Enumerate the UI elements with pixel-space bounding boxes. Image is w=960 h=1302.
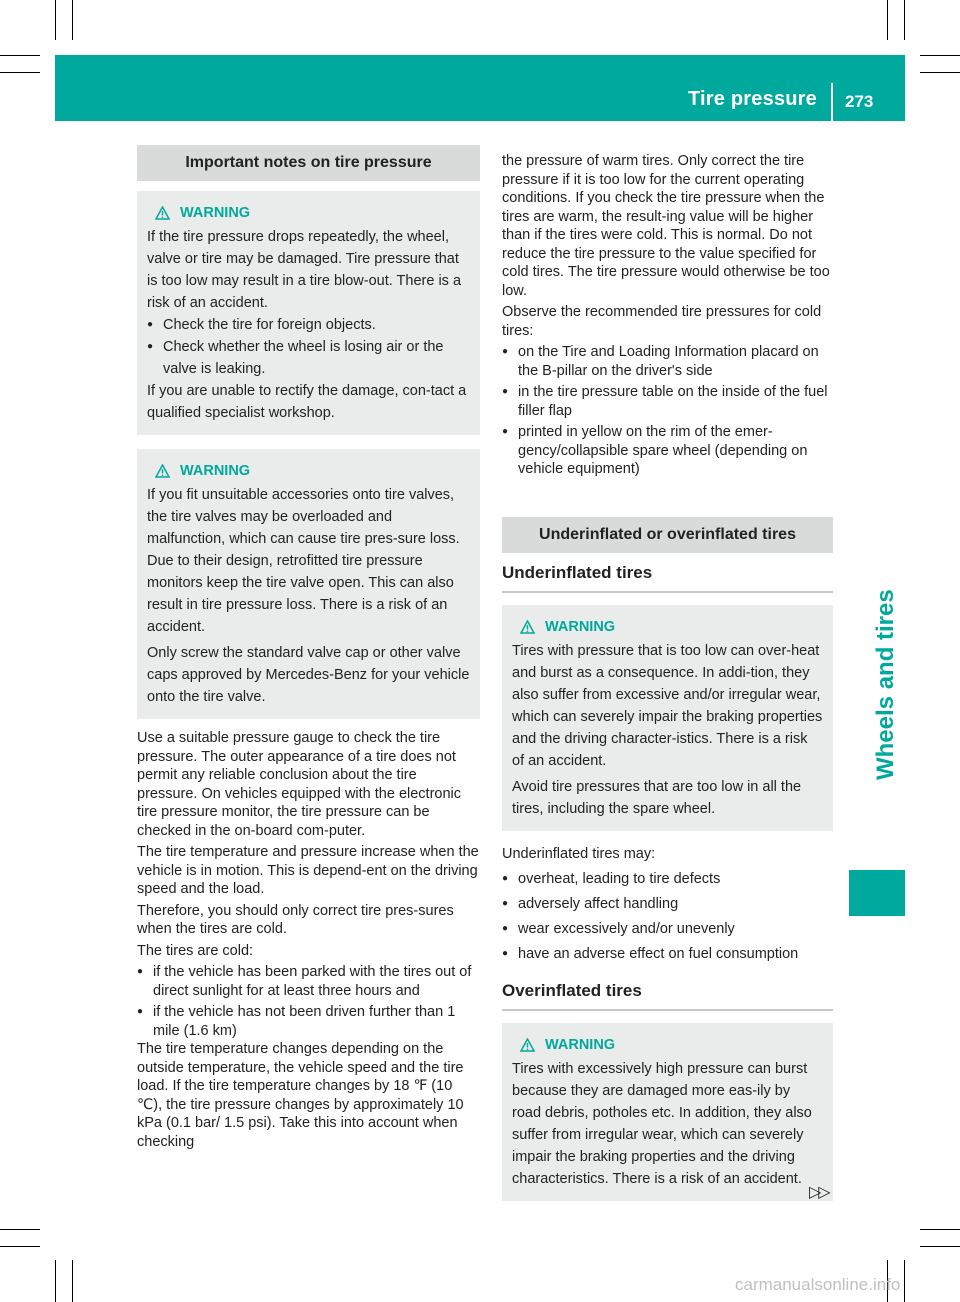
crop-mark xyxy=(904,0,905,40)
watermark: carmanualsonline.info xyxy=(735,1275,901,1294)
crop-mark xyxy=(904,1260,905,1302)
warning-triangle-icon xyxy=(520,620,535,634)
list-item: ● Check the tire for foreign objects. xyxy=(147,314,470,336)
body-text xyxy=(502,843,833,965)
warning-label: WARNING xyxy=(545,618,616,635)
warning-text: Tires with excessively high pressure can burst because they are damaged more eas-ily by road debris, potholes etc. In addition, they also suffer from irregular wear, which can severely impair the braking properties and the driving characteristics. There is a risk of an accident. xyxy=(512,1060,812,1187)
page-number: 273 xyxy=(845,92,874,111)
list-item: ● in the tire pressure table on the inside of the fuel filler flap xyxy=(502,383,833,420)
crop-mark xyxy=(0,1246,40,1247)
warning-text: If the tire pressure drops repeatedly, the wheel, valve or tire may be damaged. Tire pressure that is too low may result in a tire blow-out. There is a risk of an accident. xyxy=(147,229,462,311)
list-item: ● have an adverse effect on fuel consumption xyxy=(502,943,833,965)
warning-box xyxy=(137,449,480,719)
body-text xyxy=(502,152,833,479)
crop-mark xyxy=(0,72,40,73)
paragraph: The tire temperature changes depending on the outside temperature, the vehicle speed and the tire load. If the tire temperature changes by 18 ℉ (10 ℃), the tire pressure changes by approximately 10 kPa (0.1 bar/ 1.5 psi). Take this into account when checking xyxy=(137,1041,464,1150)
warning-box xyxy=(137,191,480,435)
warning-text: Only screw the standard valve cap or other valve caps approved by Mercedes-Benz for your vehicle onto the tire valve. xyxy=(147,645,470,705)
crop-mark xyxy=(55,0,56,40)
subsection-title: Underinflated tires xyxy=(502,563,833,593)
warning-label: WARNING xyxy=(180,205,251,221)
chapter-tab-marker xyxy=(849,870,905,916)
warning-label: WARNING xyxy=(545,1036,616,1053)
list-item: ● wear excessively and/or unevenly xyxy=(502,918,833,940)
warning-triangle-icon xyxy=(520,1038,535,1052)
list-item: ● adversely affect handling xyxy=(502,893,833,915)
header-divider xyxy=(831,83,833,121)
warning-triangle-icon xyxy=(155,206,170,220)
warning-header xyxy=(512,1034,823,1056)
warning-text: If you are unable to rectify the damage, con-tact a qualified specialist workshop. xyxy=(147,383,467,421)
body-text xyxy=(137,729,480,1151)
warning-label: WARNING xyxy=(180,463,251,479)
left-column xyxy=(137,145,480,1151)
warning-header xyxy=(512,616,823,638)
paragraph: Observe the recommended tire pressures for cold tires: xyxy=(502,304,822,339)
crop-mark xyxy=(72,0,73,40)
paragraph: Therefore, you should only correct tire pres-sures when the tires are cold. xyxy=(137,902,454,937)
paragraph: Use a suitable pressure gauge to check the tire pressure. The outer appearance of a tire does not permit any reliable conclusion about the tire pressure. On vehicles equipped with the electronic tire pressure monitor, the tire pressure can be checked in the on-board com-puter. xyxy=(137,730,462,839)
section-title: Underinflated or overinflated tires xyxy=(502,517,833,553)
warning-box xyxy=(502,1023,833,1201)
subsection-title: Overinflated tires xyxy=(502,981,833,1011)
page-title: Tire pressure xyxy=(688,88,817,110)
list-item: ● if the vehicle has not been driven further than 1 mile (1.6 km) xyxy=(137,1003,480,1040)
warning-box xyxy=(502,605,833,831)
crop-mark xyxy=(72,1260,73,1302)
warning-text: Avoid tire pressures that are too low in all the tires, including the spare wheel. xyxy=(512,778,802,817)
warning-text: If you fit unsuitable accessories onto tire valves, the tire valves may be overloaded and malfunction, which can cause tire pres-sure loss. Due to their design, retrofitted tire pressure monitors keep the tire valve open. This can also result in tire pressure loss. There is a risk of an accident. xyxy=(147,487,460,635)
crop-mark xyxy=(920,55,960,56)
crop-mark xyxy=(0,1229,40,1230)
crop-mark xyxy=(887,0,888,40)
paragraph: The tires are cold: xyxy=(137,942,254,959)
paragraph: the pressure of warm tires. Only correct the tire pressure if it is too low for the current operating conditions. If you check the tire pressure when the tires are warm, the result-ing value will be higher than if the tires were cold. This is normal. Do not reduce the tire pressure to the value specified for cold tires. The tire pressure would otherwise be too low. xyxy=(502,153,830,299)
crop-mark xyxy=(920,1246,960,1247)
list-item: ● on the Tire and Loading Information placard on the B-pillar on the driver's side xyxy=(502,343,833,380)
warning-triangle-icon xyxy=(155,464,170,478)
list-item: ● Check whether the wheel is losing air or the valve is leaking. xyxy=(147,336,470,380)
crop-mark xyxy=(55,1260,56,1302)
paragraph: Underinflated tires may: xyxy=(502,845,656,862)
warning-header xyxy=(147,460,470,482)
crop-mark xyxy=(920,1229,960,1230)
continued-arrow-icon: ▷▷ xyxy=(809,1184,828,1201)
chapter-tab-label: Wheels and tires xyxy=(872,589,899,780)
warning-text: Tires with pressure that is too low can over-heat and burst as a consequence. In addi-tion, they also suffer from excessive and/or irregular wear, which can severely impair the braking properties and the driving character-istics. There is a risk of an accident. xyxy=(512,642,823,769)
warning-header xyxy=(147,202,470,224)
list-item: ● printed in yellow on the rim of the emer-gency/collapsible spare wheel (depending on vehicle equipment) xyxy=(502,423,833,479)
paragraph: The tire temperature and pressure increase when the vehicle is in motion. This is depend-ent on the driving speed and the load. xyxy=(137,844,479,897)
right-column xyxy=(502,152,833,1201)
section-title: Important notes on tire pressure xyxy=(137,145,480,181)
list-item: ● overheat, leading to tire defects xyxy=(502,868,833,890)
crop-mark xyxy=(0,55,40,56)
list-item: ● if the vehicle has been parked with the tires out of direct sunlight for at least three hours and xyxy=(137,963,480,1000)
crop-mark xyxy=(920,72,960,73)
